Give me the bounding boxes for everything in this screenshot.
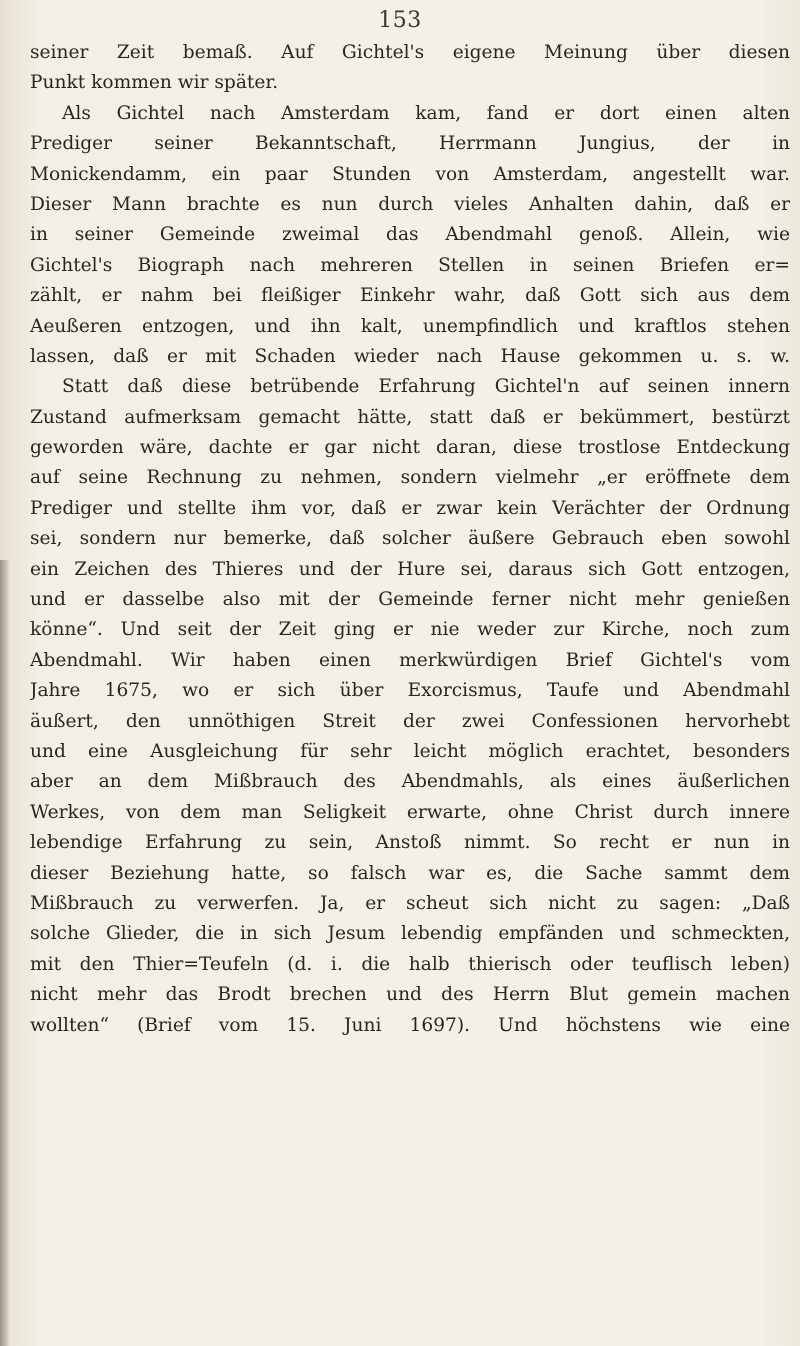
text-line: Zustand aufmerksam gemacht hätte, statt daß er bekümmert, bestürzt: [30, 406, 790, 428]
text-line: und er dasselbe also mit der Gemeinde ferner nicht mehr genießen: [30, 589, 790, 611]
text-line: Dieser Mann brachte es nun durch vieles Anhalten dahin, daß er: [30, 193, 790, 215]
text-line: Statt daß diese betrübende Erfahrung Gichtel'n auf seinen innern: [62, 376, 790, 398]
text-line: in seiner Gemeinde zweimal das Abendmahl genoß. Allein, wie: [30, 224, 790, 246]
text-line: lebendige Erfahrung zu sein, Anstoß nimmt. So recht er nun in: [30, 832, 790, 854]
text-line: Prediger und stellte ihm vor, daß er zwar kein Verächter der Ordnung: [30, 497, 790, 519]
text-line: Als Gichtel nach Amsterdam kam, fand er dort einen alten: [62, 102, 790, 124]
text-line: aber an dem Mißbrauch des Abendmahls, als eines äußerlichen: [30, 771, 790, 793]
text-line: sei, sondern nur bemerke, daß solcher äußere Gebrauch eben sowohl: [30, 528, 790, 550]
text-line: Abendmahl. Wir haben einen merkwürdigen Brief Gichtel's vom: [30, 649, 790, 671]
text-line: dieser Beziehung hatte, so falsch war es, die Sache sammt dem: [30, 862, 790, 884]
text-line: nicht mehr das Brodt brechen und des Herrn Blut gemein machen: [30, 984, 790, 1006]
text-line: lassen, daß er mit Schaden wieder nach Hause gekommen u. s. w.: [30, 345, 790, 367]
text-line: Mißbrauch zu verwerfen. Ja, er scheut sich nicht zu sagen: „Daß: [30, 892, 790, 914]
text-line: und eine Ausgleichung für sehr leicht möglich erachtet, besonders: [30, 740, 790, 762]
page-binding-shadow: [0, 560, 10, 1346]
text-line: Gichtel's Biograph nach mehreren Stellen in seinen Briefen er=: [30, 254, 790, 276]
text-line: Monickendamm, ein paar Stunden von Amsterdam, angestellt war.: [30, 163, 790, 185]
text-line: Aeußeren entzogen, und ihn kalt, unempfindlich und kraftlos stehen: [30, 315, 790, 337]
text-line: Werkes, von dem man Seligkeit erwarte, ohne Christ durch innere: [30, 801, 790, 823]
text-line: geworden wäre, dachte er gar nicht daran, diese trostlose Entdeckung: [30, 437, 790, 459]
body-text: [30, 38, 790, 1041]
text-line: äußert, den unnöthigen Streit der zwei Confessionen hervorhebt: [30, 710, 790, 732]
page-number: 153: [378, 8, 422, 33]
text-line: wollten“ (Brief vom 15. Juni 1697). Und höchstens wie eine: [30, 1014, 790, 1036]
text-line: Punkt kommen wir später.: [30, 72, 279, 94]
text-line: solche Glieder, die in sich Jesum lebendig empfänden und schmeckten,: [30, 923, 790, 945]
text-line: zählt, er nahm bei fleißiger Einkehr wahr, daß Gott sich aus dem: [30, 285, 790, 307]
text-line: mit den Thier=Teufeln (d. i. die halb thierisch oder teuflisch leben): [30, 953, 790, 975]
text-line: könne“. Und seit der Zeit ging er nie weder zur Kirche, noch zum: [30, 619, 790, 641]
text-line: seiner Zeit bemaß. Auf Gichtel's eigene Meinung über diesen: [30, 42, 790, 63]
text-line: Prediger seiner Bekanntschaft, Herrmann Jungius, der in: [30, 133, 790, 155]
text-line: ein Zeichen des Thieres und der Hure sei, daraus sich Gott entzogen,: [30, 558, 790, 580]
text-line: Jahre 1675, wo er sich über Exorcismus, Taufe und Abendmahl: [30, 680, 790, 702]
text-line: auf seine Rechnung zu nehmen, sondern vielmehr „er eröffnete dem: [30, 467, 790, 489]
